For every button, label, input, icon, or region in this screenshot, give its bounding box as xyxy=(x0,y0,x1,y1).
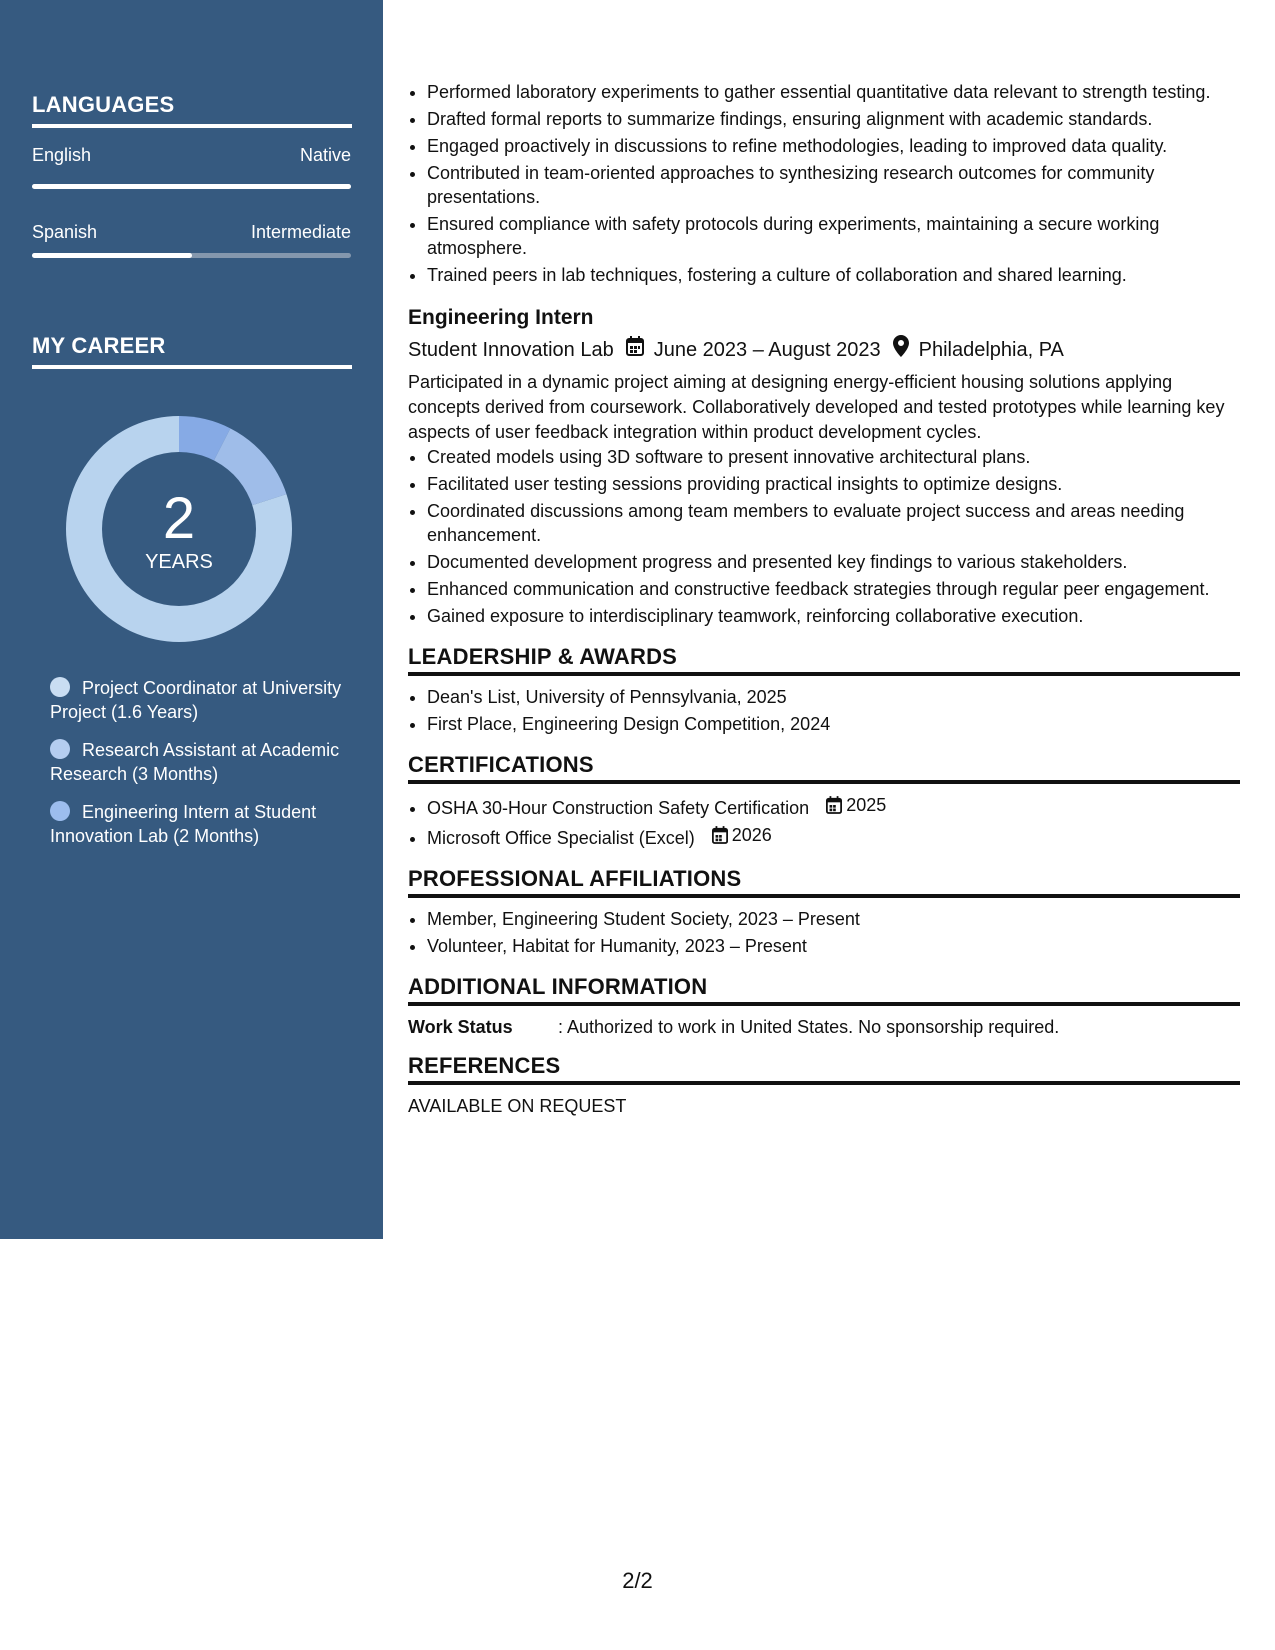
references-text: AVAILABLE ON REQUEST xyxy=(408,1096,627,1116)
prev-job-bullets xyxy=(408,80,1240,287)
job-title: Engineering Intern xyxy=(408,306,594,329)
language-level: Intermediate xyxy=(250,222,351,242)
career-legend-item xyxy=(50,800,350,848)
language-name: English xyxy=(32,145,92,165)
career-legend-item xyxy=(50,676,350,724)
job-location: Philadelphia, PA xyxy=(918,338,1064,361)
certification-item xyxy=(427,793,1240,820)
bullet-item: • Trained peers in lab techniques, fostering a culture of collaboration and shared learning. xyxy=(427,263,1240,287)
certifications-heading: CERTIFICATIONS xyxy=(408,752,1240,784)
bullet-item: • Gained exposure to interdisciplinary teamwork, reinforcing collaborative execution. xyxy=(427,604,1240,628)
bullet-item: • Drafted formal reports to summarize findings, ensuring alignment with academic standards. xyxy=(427,107,1240,131)
career-heading: MY CAREER xyxy=(32,333,352,369)
language-name: Spanish xyxy=(32,222,98,242)
leadership-item: • First Place, Engineering Design Competition, 2024 xyxy=(427,712,1240,736)
bullet-item: • Contributed in team-oriented approaches to synthesizing research outcomes for community presentations. xyxy=(427,161,1240,209)
bullet-item: • Enhanced communication and constructive feedback strategies through regular peer engagement. xyxy=(427,577,1240,601)
career-legend-item xyxy=(50,738,350,786)
job-dates: June 2023 – August 2023 xyxy=(653,338,881,361)
bullet-item: • Facilitated user testing sessions providing practical insights to optimize designs. xyxy=(427,472,1240,496)
career-total-value: 2 xyxy=(162,486,196,551)
calendar-icon xyxy=(712,826,728,844)
languages-heading: LANGUAGES xyxy=(32,92,352,128)
affiliation-item: • Member, Engineering Student Society, 2023 – Present xyxy=(427,907,1240,931)
additional-info-heading: ADDITIONAL INFORMATION xyxy=(408,974,1240,1006)
certification-name: Microsoft Office Specialist (Excel) xyxy=(427,828,695,848)
affiliations-heading: PROFESSIONAL AFFILIATIONS xyxy=(408,866,1240,898)
references-heading: REFERENCES xyxy=(408,1053,1240,1085)
career-total-unit: YEARS xyxy=(145,551,213,573)
location-pin-icon xyxy=(893,335,909,364)
language-row-spanish xyxy=(32,222,351,243)
work-status-row xyxy=(408,1015,1240,1039)
certifications-list xyxy=(408,793,1240,850)
job-meta xyxy=(408,335,1240,364)
certification-name: OSHA 30-Hour Construction Safety Certification xyxy=(427,798,810,818)
legend-dot-icon xyxy=(50,801,70,821)
leadership-item: • Dean's List, University of Pennsylvania, 2025 xyxy=(427,685,1240,709)
language-bar-fill xyxy=(32,184,351,189)
sidebar xyxy=(0,0,383,1239)
career-legend xyxy=(50,676,350,862)
language-level: Native xyxy=(299,145,351,165)
bullet-item: • Documented development progress and presented key findings to various stakeholders. xyxy=(427,550,1240,574)
affiliations-list xyxy=(408,907,1240,958)
work-status-value: : Authorized to work in United States. No sponsorship required. xyxy=(558,1017,1060,1037)
bullet-item: • Engaged proactively in discussions to refine methodologies, leading to improved data quality. xyxy=(427,134,1240,158)
leadership-list xyxy=(408,685,1240,736)
bullet-item: • Coordinated discussions among team members to evaluate project success and areas needing enhancement. xyxy=(427,499,1240,547)
language-bar-spanish xyxy=(32,253,351,258)
language-row-english xyxy=(32,145,351,166)
job-company: Student Innovation Lab xyxy=(408,338,614,361)
legend-dot-icon xyxy=(50,677,70,697)
language-bar-english xyxy=(32,184,351,189)
career-donut-chart xyxy=(66,416,292,642)
main-content xyxy=(408,80,1240,1118)
career-legend-label: Engineering Intern at Student Innovation Lab (2 Months) xyxy=(50,802,317,846)
leadership-heading: LEADERSHIP & AWARDS xyxy=(408,644,1240,676)
career-legend-label: Project Coordinator at University Project (1.6 Years) xyxy=(50,678,342,722)
calendar-icon xyxy=(826,796,842,814)
bullet-item: • Created models using 3D software to present innovative architectural plans. xyxy=(427,445,1240,469)
page-number: 2/2 xyxy=(622,1568,653,1593)
certification-date xyxy=(826,793,886,817)
legend-dot-icon xyxy=(50,739,70,759)
certification-year: 2025 xyxy=(846,795,887,815)
calendar-icon xyxy=(626,336,644,363)
bullet-item: • Ensured compliance with safety protocols during experiments, maintaining a secure working atmosphere. xyxy=(427,212,1240,260)
affiliation-item: • Volunteer, Habitat for Humanity, 2023 – Present xyxy=(427,934,1240,958)
certification-date xyxy=(712,823,772,847)
language-bar-fill xyxy=(32,253,192,258)
job-description: Participated in a dynamic project aiming at designing energy-efficient housing solutions applying concepts derived from coursework. Collaboratively developed and tested prototypes while learning key aspects of user feedback integration within product development cycles. xyxy=(408,372,1225,442)
career-legend-label: Research Assistant at Academic Research (3 Months) xyxy=(50,740,340,784)
work-status-label: Work Status xyxy=(408,1017,513,1037)
bullet-item: • Performed laboratory experiments to gather essential quantitative data relevant to strength testing. xyxy=(427,80,1240,104)
certification-year: 2026 xyxy=(731,825,772,845)
certification-item xyxy=(427,823,1240,850)
job-bullets xyxy=(408,445,1240,628)
